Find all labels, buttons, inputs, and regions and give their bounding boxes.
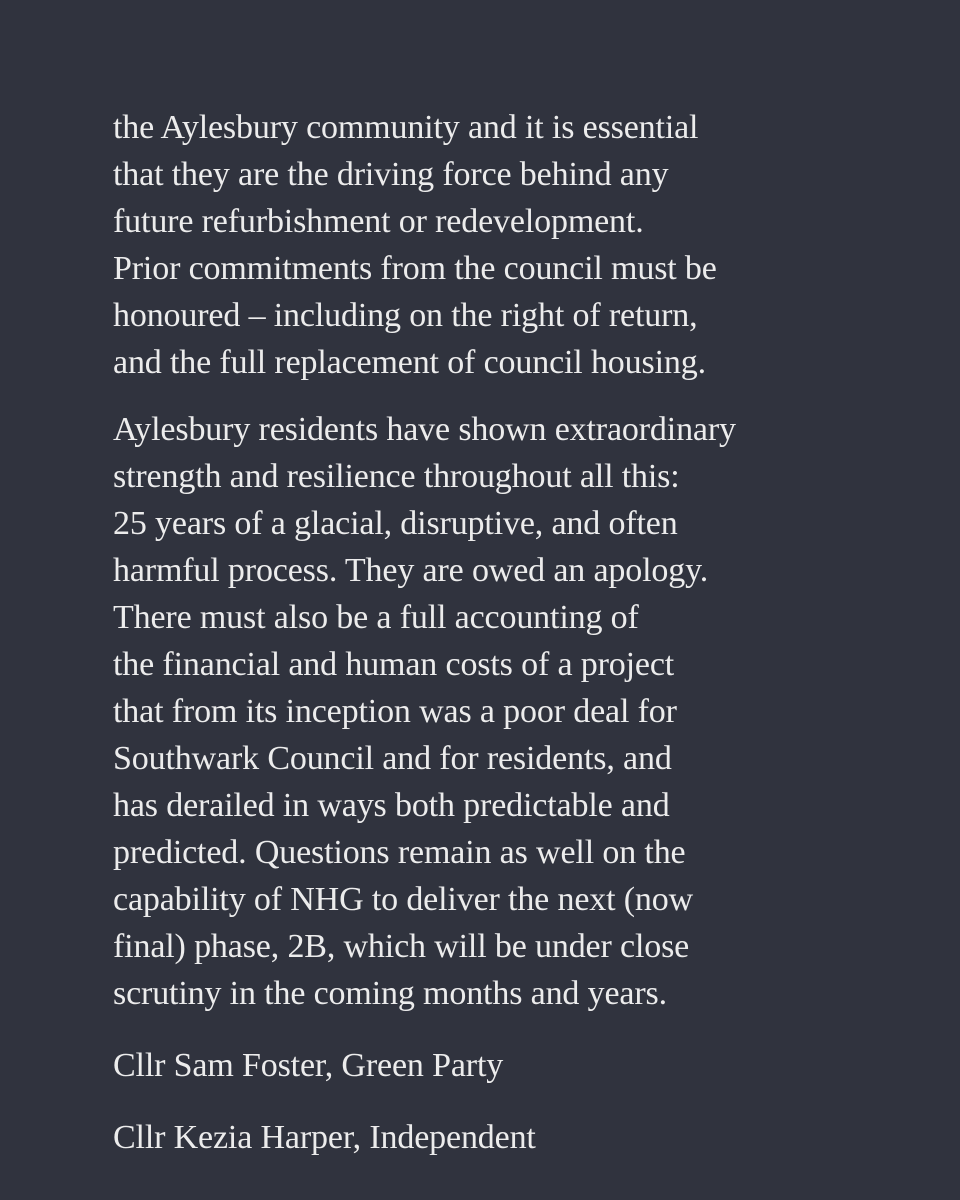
text-line: final) phase, 2B, which will be under close [113, 928, 690, 965]
text-line: and the full replacement of council housing. [113, 344, 706, 381]
text-line: Southwark Council and for residents, and [113, 740, 672, 777]
text-line: capability of NHG to deliver the next (now [113, 881, 694, 918]
signature-green-party [113, 1042, 873, 1089]
text-line: has derailed in ways both predictable and [113, 787, 670, 824]
text-line: predicted. Questions remain as well on the [113, 834, 686, 871]
signature-independent [113, 1114, 873, 1161]
text-line: Aylesbury residents have shown extraordinary [113, 411, 736, 448]
text-line: future refurbishment or redevelopment. [113, 203, 644, 240]
signature-line: Cllr Sam Foster, Green Party [113, 1047, 504, 1084]
text-line: that from its inception was a poor deal for [113, 693, 677, 730]
text-line: Prior commitments from the council must be [113, 250, 717, 287]
signature-line: Cllr Kezia Harper, Independent [113, 1119, 536, 1156]
text-line: strength and resilience throughout all this: [113, 458, 680, 495]
text-line: There must also be a full accounting of [113, 599, 639, 636]
text-line: scrutiny in the coming months and years. [113, 975, 667, 1012]
paragraph-residents-apology [113, 406, 873, 1017]
text-line: harmful process. They are owed an apology. [113, 552, 709, 589]
text-line: that they are the driving force behind any [113, 156, 669, 193]
text-line: honoured – including on the right of return, [113, 297, 698, 334]
text-line: 25 years of a glacial, disruptive, and often [113, 505, 678, 542]
paragraph-community-commitments [113, 104, 873, 386]
letter-body [113, 104, 873, 1161]
text-line: the Aylesbury community and it is essential [113, 109, 699, 146]
text-line: the financial and human costs of a project [113, 646, 675, 683]
